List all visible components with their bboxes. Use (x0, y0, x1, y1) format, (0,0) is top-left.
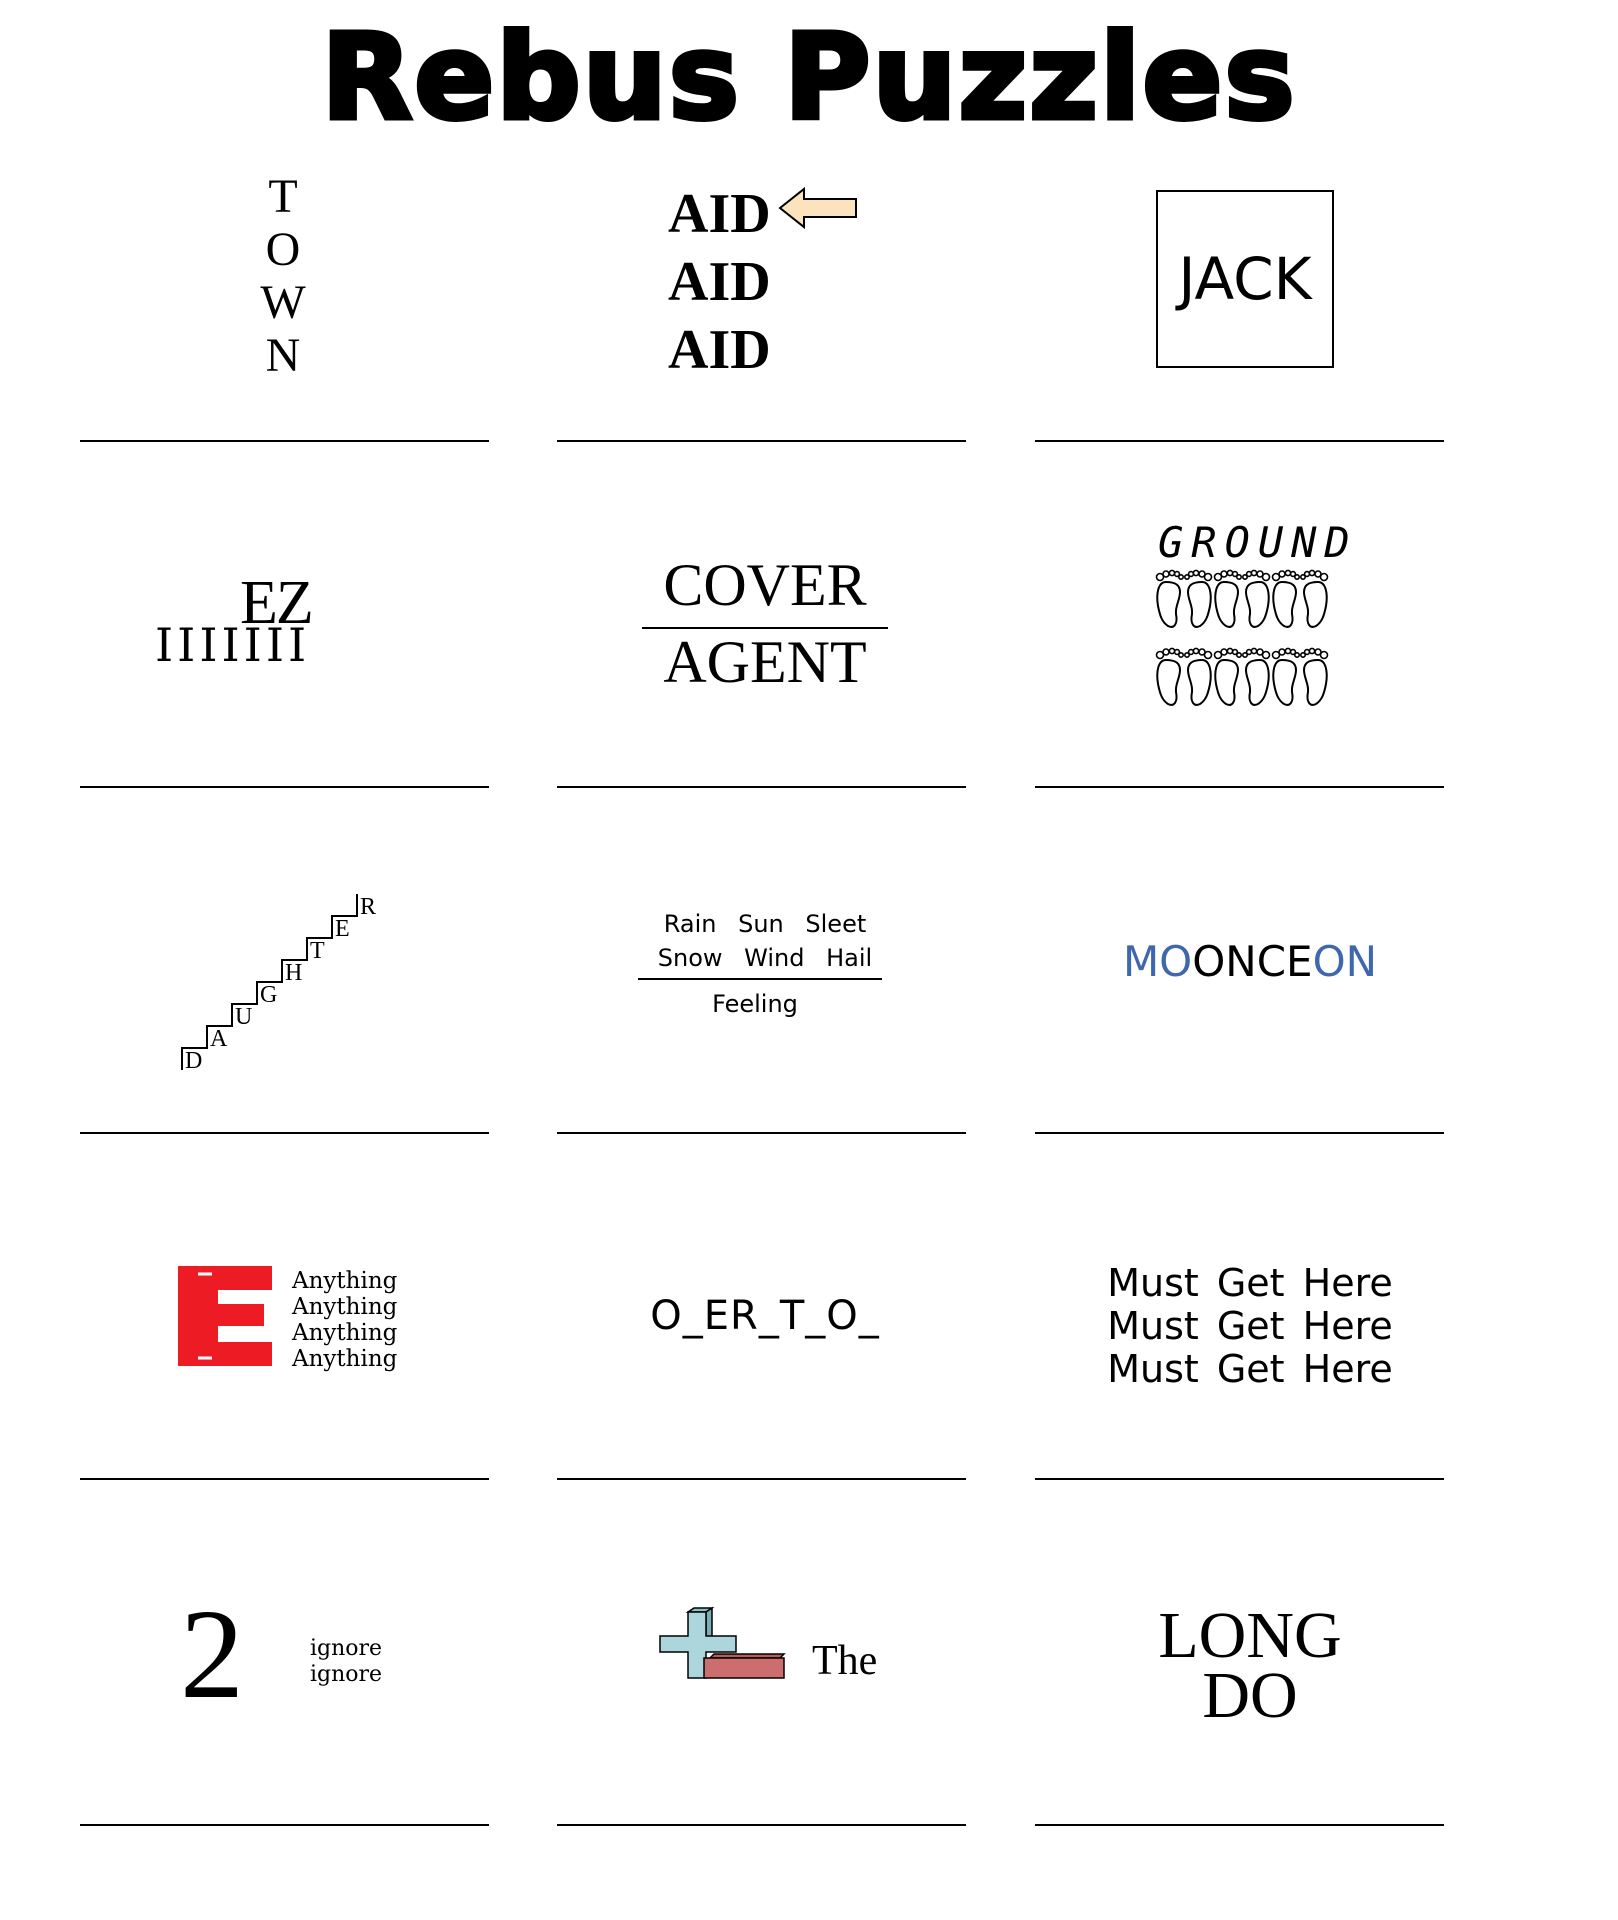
ignore-word: ignore (310, 1662, 383, 1687)
anything-word: Anything (292, 1346, 398, 1372)
footprint-pair (1157, 570, 1212, 626)
anything-word: Anything (292, 1294, 398, 1320)
answer-line (557, 786, 966, 788)
answer-line (1035, 1824, 1444, 1826)
answer-line (1035, 1132, 1444, 1134)
jack-text: JACK (1178, 245, 1312, 313)
stair-letter: D (185, 1048, 203, 1074)
ignore-word: ignore (310, 1636, 383, 1661)
letter: W (260, 276, 306, 329)
text-line: Must Get Here (1107, 1347, 1393, 1391)
text-line: Must Get Here (1107, 1304, 1393, 1348)
feeling-text: Feeling (712, 990, 798, 1018)
arrow-left-icon (778, 186, 860, 230)
letter: O (265, 223, 301, 276)
answer-line (1035, 440, 1444, 442)
plus-minus-icon (656, 1606, 792, 1696)
puzzle-aid (668, 180, 771, 384)
puzzle-mooonceon (1050, 937, 1450, 986)
puzzle-missing-letters: O_ER_T_O_ (650, 1293, 880, 1339)
puzzle-agent-text: AGENT (663, 629, 867, 695)
weather-row-top: Rain Sun Sleet (663, 910, 867, 938)
footprint-pair (1215, 570, 1270, 626)
footprint-pair (1273, 648, 1328, 704)
fraction-bar (638, 978, 882, 980)
answer-line (80, 1824, 489, 1826)
anything-word: Anything (292, 1268, 398, 1294)
once-part: ONCE (1192, 937, 1313, 986)
text-line: LONG (1158, 1599, 1342, 1672)
aid-line: AID (668, 319, 771, 381)
stair-letter: G (260, 982, 278, 1008)
answer-line (557, 1478, 966, 1480)
number-two: 2 (180, 1583, 244, 1725)
text-line: DO (1202, 1659, 1298, 1732)
puzzle-cover-text: COVER (663, 552, 867, 618)
stair-letter: R (360, 894, 377, 920)
puzzle-must-get-here (1050, 1262, 1450, 1391)
answer-line (557, 1132, 966, 1134)
puzzle-jack-in-box (1156, 190, 1334, 368)
footprint-pair (1215, 648, 1270, 704)
aid-line: AID (668, 251, 771, 313)
red-e-letter (178, 1266, 274, 1366)
stair-letter: E (335, 916, 350, 942)
answer-line (80, 1132, 489, 1134)
anything-word: Anything (292, 1320, 398, 1346)
aid-line: AID (668, 183, 771, 245)
footprint-pair (1273, 570, 1328, 626)
puzzle-long-do (1100, 1599, 1400, 1732)
answer-line (80, 786, 489, 788)
stair-letter: T (310, 938, 325, 964)
puzzle-daughter-stairs (175, 866, 395, 1076)
answer-line (557, 1824, 966, 1826)
stair-letter: A (210, 1026, 228, 1052)
text-line: Must Get Here (1107, 1261, 1393, 1305)
puzzle-ez-text: EZ (240, 569, 312, 637)
answer-line (1035, 1478, 1444, 1480)
stair-letter: U (235, 1004, 253, 1030)
letter: N (265, 329, 301, 382)
puzzle-ground-text: GROUND (1158, 518, 1358, 567)
stair-letter: H (285, 960, 303, 986)
footprints-icon (1150, 568, 1330, 728)
ignore-list (310, 1636, 382, 1688)
footprint-pair (1157, 648, 1212, 704)
answer-line (557, 440, 966, 442)
moon-part-end: ON (1312, 937, 1378, 986)
answer-line (80, 440, 489, 442)
puzzle-town-vertical (258, 170, 308, 382)
answer-line (80, 1478, 489, 1480)
anything-list (292, 1268, 397, 1372)
letter: T (268, 170, 298, 223)
puzzle-i-row: IIIIIII (155, 618, 311, 672)
the-word: The (812, 1638, 878, 1684)
page-title: Rebus Puzzles (321, 8, 1297, 146)
moon-part-start: MO (1122, 937, 1193, 986)
answer-line (1035, 786, 1444, 788)
weather-row-bottom: Snow Wind Hail (657, 944, 873, 972)
